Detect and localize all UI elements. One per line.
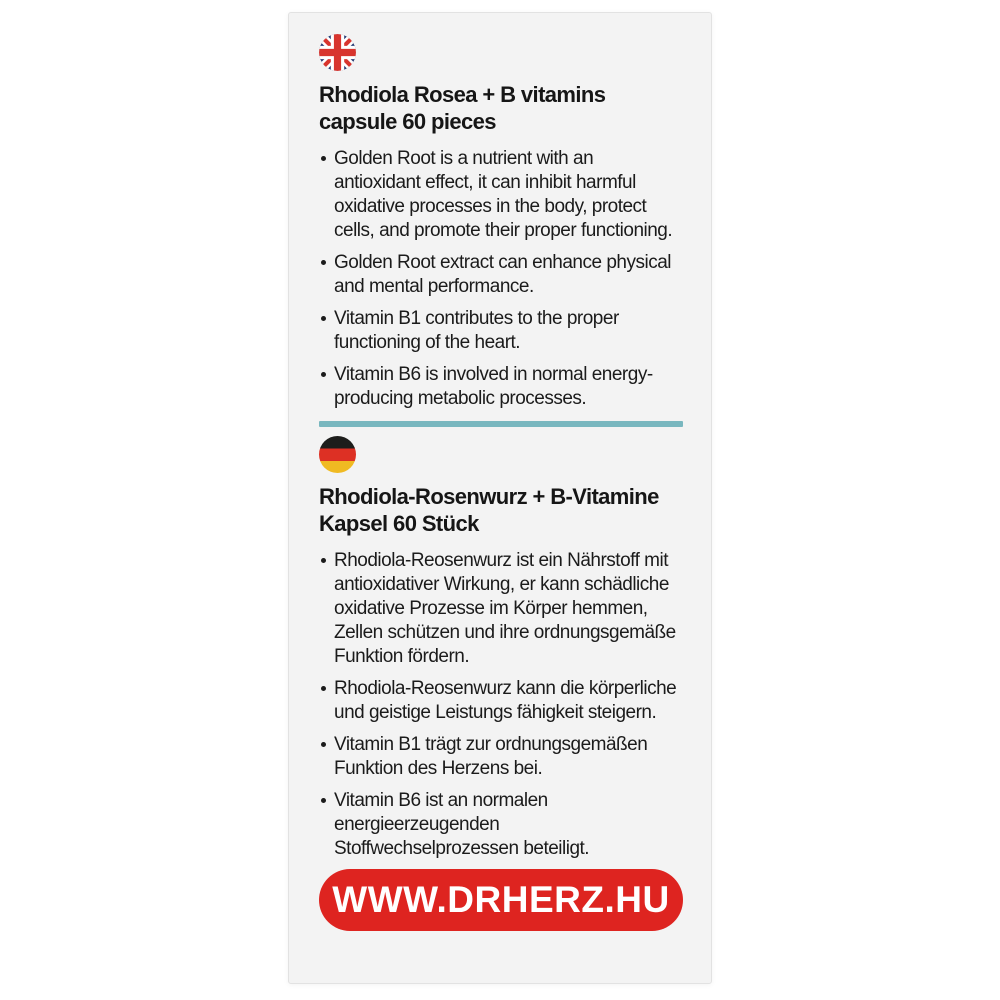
- section-divider: [319, 421, 683, 427]
- german-bullet-list: [319, 549, 683, 861]
- bullet-item: Vitamin B1 trägt zur ordnungsgemäßen Funktion des Herzens bei.: [319, 733, 683, 781]
- english-title-line1: Rhodiola Rosea + B vitamins: [319, 82, 606, 107]
- uk-flag-icon: [319, 34, 356, 71]
- german-title-line2: Kapsel 60 Stück: [319, 511, 479, 536]
- bullet-item: Golden Root extract can enhance physical and mental performance.: [319, 251, 683, 299]
- german-section-title: [319, 483, 683, 537]
- english-section-title: [319, 81, 683, 135]
- bullet-item: Vitamin B1 contributes to the proper functioning of the heart.: [319, 307, 683, 355]
- bullet-item: Vitamin B6 is involved in normal energy-producing metabolic processes.: [319, 363, 683, 411]
- bullet-item: Rhodiola-Reosenwurz kann die körperliche und geistige Leistungs fähigkeit steigern.: [319, 677, 683, 725]
- bullet-item: Vitamin B6 ist an normalen energieerzeugenden Stoffwechselprozessen beteiligt.: [319, 789, 683, 861]
- english-title-line2: capsule 60 pieces: [319, 109, 496, 134]
- bullet-item: Rhodiola-Reosenwurz ist ein Nährstoff mit antioxidativer Wirkung, er kann schädliche oxidative Prozesse im Körper hemmen, Zellen schützen und ihre ordnungsgemäße Funktion fördern.: [319, 549, 683, 669]
- germany-flag-icon: [319, 436, 356, 473]
- bullet-item: Golden Root is a nutrient with an antioxidant effect, it can inhibit harmful oxidative processes in the body, protect cells, and promote their proper functioning.: [319, 147, 683, 243]
- product-label-card: [288, 12, 712, 984]
- website-url-text: WWW.DRHERZ.HU: [332, 879, 670, 920]
- german-title-line1: Rhodiola-Rosenwurz + B-Vitamine: [319, 484, 659, 509]
- english-bullet-list: [319, 147, 683, 411]
- website-banner: [319, 869, 683, 931]
